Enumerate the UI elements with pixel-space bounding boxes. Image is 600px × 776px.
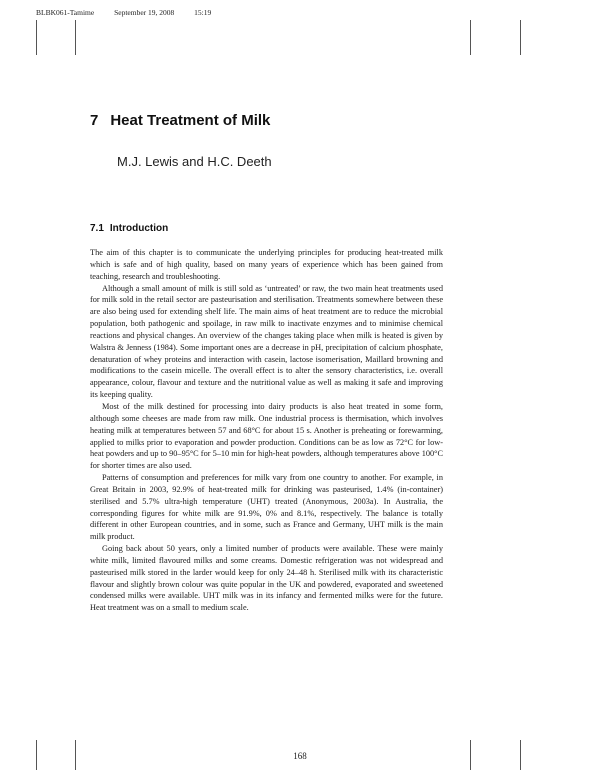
header-time: 15:19 (194, 8, 212, 17)
crop-mark-top-right (470, 20, 471, 55)
paragraph-5: Going back about 50 years, only a limited number of products were available. These were mainly white milk, limited flavoured milks and some creams. Domestic refrigeration was not widespread and pasteurised milk stored in the larder would keep for only 24–48 h. Sterilised milk with its characteristic flavour and slightly brown colour was quite popular in the UK and powdered, evaporated and sweetened condensed milks were available. UHT milk was in its infancy and fermented milks were for the future. Heat treatment was on a small to medium scale. (90, 544, 443, 613)
paragraph-3: Most of the milk destined for processing into dairy products is also heat treated in some form, although some cheeses are made from raw milk. One industrial process is thermisation, which involves heating milk at temperatures between 57 and 68°C for about 15 s. Another is preheating or forewarming, applied to milks prior to evaporation and powder production. Conditions can be as low as 72°C for low-heat powders and up to 90–95°C for 5–10 min for high-heat powders, although temperatures above 100°C for shorter times are also used. (90, 401, 443, 471)
chapter-number: 7 (90, 112, 99, 129)
section-title-text: Introduction (109, 223, 169, 234)
body-text (90, 247, 443, 614)
paragraph-2: Although a small amount of milk is still sold as ‘untreated’ or raw, the two main heat treatments used for milk sold in the retail sector are pasteurisation and sterilisation. Treatments somewhere between these are also being used for extending shelf life. The main aims of heat treatment are to reduce the microbial population, both pathogenic and spoilage, in raw milk to inactivate enzymes and to minimise chemical reactions and physical changes. An overview of the changes taking place when milk is heated is given by Walstra & Jenness (1984). Some important ones are a decrease in pH, precipitation of calcium phosphate, denaturation of whey proteins and interaction with casein, lactose isomerisation, Maillard browning and modifications to the casein micelle. The overall effect is to alter the sensory characteristics, i.e. overall appearance, colour, flavour and texture and the nutritional value as well as making it safe and improving its keeping quality. (90, 283, 443, 400)
chapter-authors: M.J. Lewis and H.C. Deeth (117, 154, 272, 169)
header-book-code: BLBK061-Tamime (36, 8, 95, 17)
page-number: 168 (293, 751, 307, 761)
crop-mark-top-right-outer (520, 20, 521, 55)
paragraph-1: The aim of this chapter is to communicate the underlying principles for producing heat-treated milk which is safe and of high quality, based on many years of experience which has been gained from teaching, research and troubleshooting. (90, 248, 443, 281)
running-header (36, 8, 229, 17)
paragraph-4: Patterns of consumption and preferences for milk vary from one country to another. For example, in Great Britain in 2003, 92.9% of heat-treated milk for drinking was pasteurised, 1.4% (in-container) sterilised and 5.7% ultra-high temperature (UHT) treated (Anonymous, 2003a). In Australia, the corresponding figures for white milk are 91.9%, 0% and 8.1%, respectively. The balance is totally different in other European countries, and in some, such as France and Germany, UHT milk is the main milk product. (90, 473, 443, 542)
header-date: September 19, 2008 (114, 8, 175, 17)
section-number: 7.1 (90, 223, 104, 234)
crop-mark-top-left (36, 20, 37, 55)
section-heading (90, 223, 168, 234)
crop-mark-top-left-inner (75, 20, 76, 55)
chapter-title-text: Heat Treatment of Milk (110, 112, 271, 129)
chapter-title (90, 112, 270, 129)
